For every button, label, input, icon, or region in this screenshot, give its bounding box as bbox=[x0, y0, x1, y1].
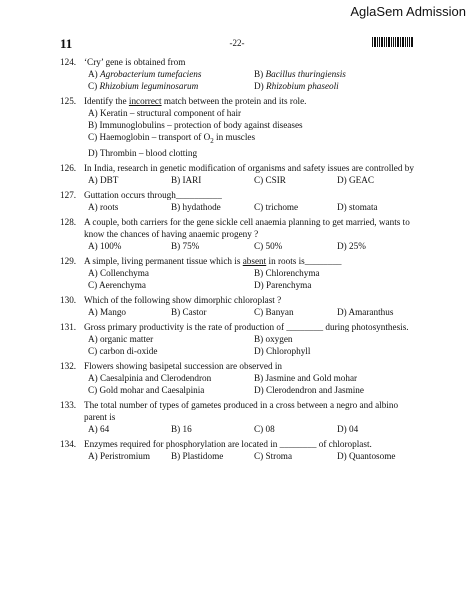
option-a bbox=[88, 267, 254, 279]
option-d bbox=[337, 450, 420, 462]
option-label: A) bbox=[88, 201, 98, 212]
option-c bbox=[88, 345, 254, 357]
option-text: oxygen bbox=[265, 333, 293, 344]
options bbox=[60, 333, 420, 357]
option-label: D) bbox=[254, 81, 264, 91]
option-label: A) bbox=[88, 69, 98, 79]
question-130 bbox=[60, 294, 420, 318]
option-c bbox=[254, 174, 337, 186]
option-text: Mango bbox=[100, 306, 127, 317]
option-c bbox=[254, 240, 337, 252]
option-text: Stroma bbox=[265, 450, 293, 461]
option-c bbox=[88, 279, 254, 291]
option-text: Rhizobium leguminosarum bbox=[99, 81, 199, 91]
option-label: A) bbox=[88, 450, 98, 461]
option-text: Caesalpinia and Clerodendron bbox=[100, 372, 212, 383]
option-b bbox=[254, 372, 420, 384]
option-text: Parenchyma bbox=[266, 279, 312, 290]
option-text: CSIR bbox=[265, 174, 286, 185]
question-133 bbox=[60, 399, 420, 435]
option-label: C) bbox=[88, 384, 98, 395]
question-text bbox=[60, 162, 420, 174]
option-label: D) bbox=[337, 423, 347, 434]
question-131 bbox=[60, 321, 420, 357]
page-header bbox=[60, 36, 414, 52]
option-subscript: 2 bbox=[210, 136, 214, 145]
option-text: 04 bbox=[349, 423, 359, 434]
option-text: DBT bbox=[100, 174, 119, 185]
question-126 bbox=[60, 162, 420, 186]
option-d bbox=[337, 201, 420, 213]
option-label: B) bbox=[171, 306, 181, 317]
page-center-number: -22- bbox=[229, 38, 245, 48]
option-a bbox=[88, 107, 420, 119]
option-text: Castor bbox=[182, 306, 207, 317]
option-label: B) bbox=[171, 240, 181, 251]
option-text: Chlorenchyma bbox=[265, 267, 320, 278]
option-text: 16 bbox=[182, 423, 192, 434]
option-text: organic matter bbox=[100, 333, 154, 344]
option-text-end: in muscles bbox=[213, 132, 256, 142]
question-text bbox=[60, 216, 420, 240]
question-number: 133. bbox=[60, 399, 77, 410]
question-number: 124. bbox=[60, 57, 77, 67]
option-c bbox=[254, 423, 337, 435]
question-125 bbox=[60, 95, 420, 159]
option-a bbox=[88, 306, 171, 318]
question-stem: In India, research in genetic modification of organisms and safety issues are controlled by bbox=[84, 162, 414, 173]
question-number: 127. bbox=[60, 189, 77, 200]
option-label: B) bbox=[171, 450, 181, 461]
question-stem: Guttation occurs through__________ bbox=[84, 189, 222, 200]
option-d bbox=[337, 306, 420, 318]
option-label: C) bbox=[254, 306, 264, 317]
option-label: C) bbox=[254, 423, 264, 434]
option-label: B) bbox=[171, 201, 181, 212]
question-124 bbox=[60, 56, 420, 92]
option-text: Clerodendron and Jasmine bbox=[266, 384, 364, 395]
question-number: 128. bbox=[60, 216, 77, 227]
option-text: Peristromium bbox=[100, 450, 151, 461]
question-number: 126. bbox=[60, 162, 77, 173]
option-label: A) bbox=[88, 306, 98, 317]
question-number: 134. bbox=[60, 438, 77, 449]
option-label: B) bbox=[254, 333, 264, 344]
question-text bbox=[60, 438, 420, 450]
option-text: 08 bbox=[265, 423, 275, 434]
option-b bbox=[254, 333, 420, 345]
question-stem: Which of the following show dimorphic chloroplast ? bbox=[84, 294, 282, 305]
option-label: B) bbox=[254, 372, 264, 383]
option-text: Thrombin – blood clotting bbox=[99, 147, 198, 158]
question-stem: A simple, living permanent tissue which is bbox=[84, 255, 243, 266]
option-label: D) bbox=[337, 450, 347, 461]
option-c bbox=[254, 201, 337, 213]
option-a bbox=[88, 240, 171, 252]
option-c bbox=[254, 306, 337, 318]
option-b bbox=[171, 450, 254, 462]
option-text: Collenchyma bbox=[100, 267, 149, 278]
option-a bbox=[88, 68, 254, 80]
question-134 bbox=[60, 438, 420, 462]
option-label: B) bbox=[171, 423, 181, 434]
option-a bbox=[88, 333, 254, 345]
question-number: 125. bbox=[60, 96, 77, 106]
option-label: D) bbox=[337, 306, 347, 317]
question-stem-end: match between the protein and its role. bbox=[161, 96, 307, 106]
option-text: Chlorophyll bbox=[266, 345, 311, 356]
question-number: 130. bbox=[60, 294, 77, 305]
option-label: C) bbox=[88, 345, 98, 356]
option-text: Rhizobium phaseoli bbox=[266, 81, 339, 91]
options bbox=[60, 174, 420, 186]
option-text: Haemoglobin – transport of O bbox=[99, 132, 211, 142]
option-label: D) bbox=[254, 345, 264, 356]
option-b bbox=[171, 306, 254, 318]
option-c bbox=[88, 80, 254, 92]
option-c bbox=[88, 131, 420, 147]
options bbox=[60, 267, 420, 291]
option-a bbox=[88, 201, 171, 213]
option-text: Jasmine and Gold mohar bbox=[265, 372, 358, 383]
option-a bbox=[88, 174, 171, 186]
option-a bbox=[88, 372, 254, 384]
option-text: Banyan bbox=[265, 306, 294, 317]
option-d bbox=[254, 80, 420, 92]
option-label: C) bbox=[88, 81, 98, 91]
option-text: trichome bbox=[265, 201, 299, 212]
question-stem: Enzymes required for phosphorylation are located in ________ of chloroplast. bbox=[84, 438, 372, 449]
option-text: IARI bbox=[182, 174, 202, 185]
question-number: 131. bbox=[60, 321, 77, 332]
question-stem-end: in roots is________ bbox=[266, 255, 342, 266]
question-number: 129. bbox=[60, 255, 77, 266]
option-label: D) bbox=[337, 201, 347, 212]
option-text: 75% bbox=[182, 240, 200, 251]
question-list bbox=[60, 56, 420, 465]
option-text: 25% bbox=[349, 240, 366, 251]
question-number: 132. bbox=[60, 360, 77, 371]
option-text: carbon di-oxide bbox=[99, 345, 158, 356]
question-text bbox=[60, 56, 420, 68]
option-b bbox=[171, 423, 254, 435]
option-b bbox=[171, 240, 254, 252]
options bbox=[60, 306, 420, 318]
question-stem: A couple, both carriers for the gene sickle cell anaemia planning to get married, wants to know the chances of having anaemic progeny ? bbox=[84, 216, 410, 239]
option-label: B) bbox=[88, 120, 98, 130]
option-label: C) bbox=[88, 279, 98, 290]
option-text: Bacillus thuringiensis bbox=[265, 69, 346, 79]
question-text bbox=[60, 189, 420, 201]
option-b bbox=[254, 68, 420, 80]
question-132 bbox=[60, 360, 420, 396]
option-label: A) bbox=[88, 423, 98, 434]
question-text bbox=[60, 294, 420, 306]
question-text bbox=[60, 360, 420, 372]
option-b bbox=[171, 201, 254, 213]
question-stem: Identify the bbox=[84, 96, 129, 106]
option-label: B) bbox=[254, 267, 264, 278]
question-text bbox=[60, 321, 420, 333]
watermark: AglaSem Admission bbox=[350, 4, 466, 19]
options bbox=[60, 372, 420, 396]
options bbox=[60, 240, 420, 252]
option-label: A) bbox=[88, 333, 98, 344]
option-c bbox=[254, 450, 337, 462]
barcode-icon bbox=[372, 37, 414, 47]
option-label: B) bbox=[254, 69, 264, 79]
option-d bbox=[337, 174, 420, 186]
question-text bbox=[60, 255, 420, 267]
question-text bbox=[60, 399, 420, 423]
question-stem-underlined: absent bbox=[242, 255, 267, 266]
option-text: roots bbox=[100, 201, 119, 212]
option-label: D) bbox=[88, 147, 98, 158]
option-d bbox=[337, 423, 420, 435]
option-b bbox=[254, 267, 420, 279]
option-label: B) bbox=[171, 174, 181, 185]
option-label: C) bbox=[254, 201, 264, 212]
option-text: Amaranthus bbox=[348, 306, 394, 317]
option-text: stomata bbox=[349, 201, 378, 212]
option-d bbox=[337, 240, 420, 252]
option-text: GEAC bbox=[349, 174, 375, 185]
option-text: 100% bbox=[100, 240, 122, 251]
options bbox=[60, 201, 420, 213]
option-label: C) bbox=[254, 240, 264, 251]
question-128 bbox=[60, 216, 420, 252]
option-label: A) bbox=[88, 267, 98, 278]
option-d bbox=[254, 279, 420, 291]
option-label: D) bbox=[254, 384, 264, 395]
option-text: Gold mohar and Caesalpinia bbox=[99, 384, 205, 395]
option-a bbox=[88, 423, 171, 435]
question-stem: The total number of types of gametes produced in a cross between a negro and albino parent is bbox=[84, 399, 399, 422]
option-text: Keratin – structural component of hair bbox=[100, 108, 242, 118]
option-label: C) bbox=[254, 450, 264, 461]
option-d bbox=[88, 147, 420, 159]
option-label: A) bbox=[88, 108, 98, 118]
option-label: C) bbox=[88, 132, 98, 142]
option-text: Plastidome bbox=[182, 450, 224, 461]
options bbox=[60, 450, 420, 462]
option-d bbox=[254, 384, 420, 396]
option-label: D) bbox=[337, 240, 347, 251]
options bbox=[60, 68, 420, 92]
option-text: 64 bbox=[100, 423, 110, 434]
question-stem: Gross primary productivity is the rate of production of ________ during photosynthesis. bbox=[84, 321, 409, 332]
option-a bbox=[88, 450, 171, 462]
option-b bbox=[171, 174, 254, 186]
question-stem: ‘Cry’ gene is obtained from bbox=[84, 57, 186, 67]
question-text bbox=[60, 95, 420, 107]
option-c bbox=[88, 384, 254, 396]
option-text: 50% bbox=[265, 240, 283, 251]
question-stem-underlined: incorrect bbox=[128, 96, 162, 106]
option-b bbox=[88, 119, 420, 131]
option-text: Agrobacterium tumefaciens bbox=[100, 69, 202, 79]
option-label: A) bbox=[88, 174, 98, 185]
option-label: D) bbox=[254, 279, 264, 290]
option-d bbox=[254, 345, 420, 357]
option-text: Aerenchyma bbox=[98, 279, 146, 290]
option-label: D) bbox=[337, 174, 347, 185]
option-label: A) bbox=[88, 240, 98, 251]
question-127 bbox=[60, 189, 420, 213]
option-text: Immunoglobulins – protection of body against diseases bbox=[99, 120, 303, 130]
option-text: Quantosome bbox=[349, 450, 396, 461]
option-label: A) bbox=[88, 372, 98, 383]
page-number: 11 bbox=[60, 36, 73, 51]
question-129 bbox=[60, 255, 420, 291]
question-stem: Flowers showing basipetal succession are observed in bbox=[84, 360, 282, 371]
options bbox=[60, 107, 420, 159]
options bbox=[60, 423, 420, 435]
option-label: C) bbox=[254, 174, 264, 185]
option-text: hydathode bbox=[182, 201, 221, 212]
